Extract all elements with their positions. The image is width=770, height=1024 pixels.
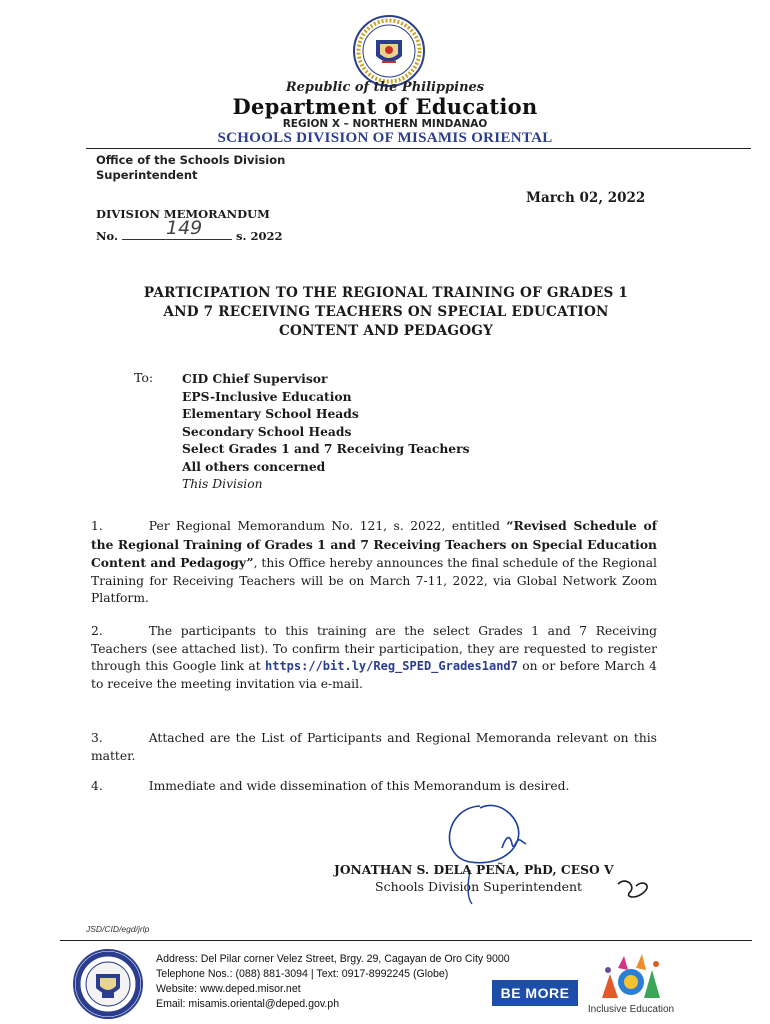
memo-series: s. 2022: [236, 229, 283, 243]
recipient-scope: This Division: [182, 476, 263, 491]
title-line-2: AND 7 RECEIVING TEACHERS ON SPECIAL EDUCATION: [163, 304, 609, 320]
memo-number-prefix: No.: [96, 229, 118, 243]
memo-number-line: [96, 217, 283, 243]
recipient: CID Chief Supervisor: [182, 371, 328, 386]
title-line-3: CONTENT AND PEDAGOGY: [278, 323, 493, 339]
paragraph-4-text: Immediate and wide dissemination of this Memorandum is desired.: [148, 779, 570, 793]
paragraph-2-text: The participants to this training are the select Grades 1 and 7 Receiving Teachers (see attached list). To confirm their participation, they are requested to register through this Google link at: [91, 624, 657, 673]
office-label: [96, 153, 356, 183]
memo-date: March 02, 2022: [526, 190, 646, 206]
deped-seal-logo: [352, 14, 426, 88]
inclusive-education-logo: [588, 950, 674, 1010]
paragraph-number: 4.: [91, 779, 103, 793]
signatory-title: Schools Division Superintendent: [375, 879, 583, 894]
paragraph-1-bold-title: “Revised Schedule of the Regional Training of Grades 1 and 7 Receiving Teachers on Special Education Content and Pedagogy”: [91, 518, 658, 570]
footer-telephone: Telephone Nos.: (088) 881-3094 | Text: 0917-8992245 (Globe): [156, 968, 449, 980]
footer-contact: [156, 952, 510, 1012]
registration-link[interactable]: https://bit.ly/Reg_SPED_Grades1and7: [265, 659, 518, 673]
paragraph-2: [91, 623, 657, 693]
recipient: Elementary School Heads: [182, 406, 359, 422]
footer-divider: [60, 940, 752, 941]
reference-initials: JSD/CID/egd/jrlp: [86, 924, 150, 934]
paragraph-1: [91, 517, 657, 608]
memo-type-label: DIVISION MEMORANDUM: [96, 207, 270, 221]
paragraph-number: 2.: [91, 624, 103, 638]
paragraph-number: 1.: [91, 519, 103, 533]
recipients-list: [182, 370, 470, 493]
to-label: To:: [134, 370, 154, 385]
paragraph-1-text: Per Regional Memorandum No. 121, s. 2022, entitled: [148, 519, 507, 533]
inclusive-education-label: Inclusive Education: [587, 1004, 675, 1015]
footer-seal-logo: [72, 948, 144, 1020]
republic-heading: Republic of the Philippines: [285, 80, 485, 95]
paragraph-1-text-end: , this Office hereby announces the final schedule of the Regional Training for Receiving Teachers will be on March 7-11, 2022, via Global Network Zoom Platform.: [91, 556, 657, 605]
paragraph-3-text: Attached are the List of Participants and Regional Memoranda relevant on this matter.: [91, 731, 657, 763]
footer-website[interactable]: Website: www.deped.misor.net: [156, 983, 301, 995]
signatory-name: JONATHAN S. DELA PEÑA, PhD, CESO V: [334, 862, 614, 877]
region-heading: REGION X – NORTHERN MINDANAO: [282, 118, 488, 130]
memo-number-blank: [122, 217, 232, 240]
signature-mark: [440, 796, 670, 916]
paragraph-3: [91, 730, 657, 765]
recipient: Secondary School Heads: [182, 423, 352, 439]
office-line-2: Superintendent: [96, 168, 198, 182]
paragraph-4: [91, 778, 657, 796]
header-divider: [86, 148, 751, 149]
be-more-logo: BE MORE: [492, 980, 578, 1006]
recipient: Select Grades 1 and 7 Receiving Teachers: [182, 441, 470, 457]
paragraph-2-text-end: on or before March 4 to receive the meeting invitation via e-mail.: [91, 659, 657, 691]
recipient: All others concerned: [182, 458, 326, 474]
memo-title: [80, 284, 692, 341]
office-line-1: Office of the Schools Division: [96, 153, 286, 167]
division-heading: SCHOOLS DIVISION OF MISAMIS ORIENTAL: [217, 130, 553, 146]
recipient: EPS-Inclusive Education: [182, 388, 352, 404]
paragraph-number: 3.: [91, 731, 103, 745]
department-heading: Department of Education: [232, 94, 538, 119]
footer-email[interactable]: Email: misamis.oriental@deped.gov.ph: [156, 998, 340, 1010]
footer-address: Address: Del Pilar corner Velez Street, Brgy. 29, Cagayan de Oro City 9000: [156, 953, 510, 965]
memo-number-handwritten: 149: [166, 217, 203, 239]
title-line-1: PARTICIPATION TO THE REGIONAL TRAINING OF GRADES 1: [143, 285, 629, 301]
